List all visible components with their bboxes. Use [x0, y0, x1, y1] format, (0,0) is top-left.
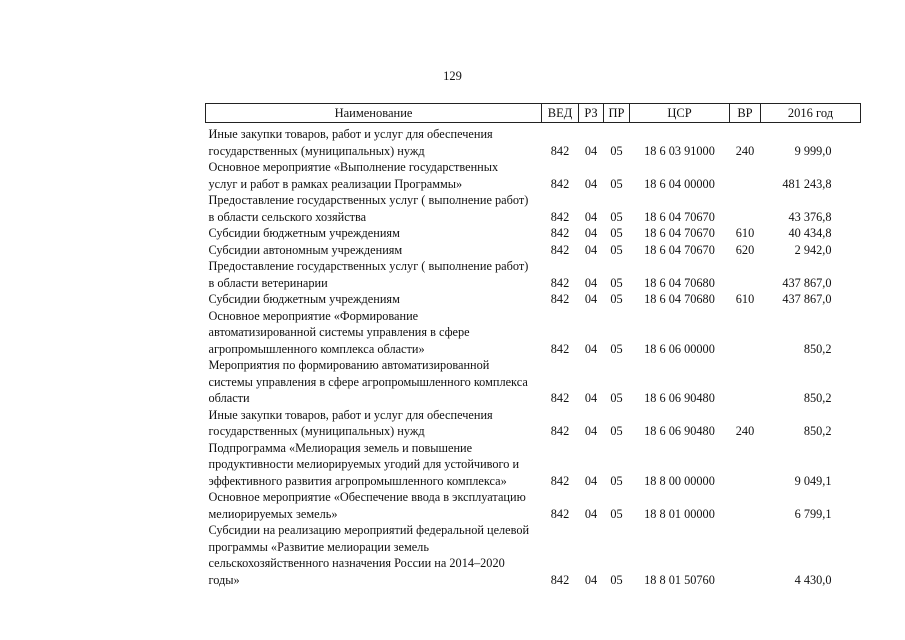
- row-rz-cell: 04: [584, 473, 598, 488]
- row-vr-cell: [730, 440, 761, 490]
- header-csr: ЦСР: [630, 104, 730, 123]
- row-name-line: Основное мероприятие «Выполнение государственных: [208, 160, 499, 174]
- table-row: [206, 407, 861, 440]
- row-name-line: в области сельского хозяйства: [208, 209, 367, 224]
- table-row: [206, 522, 861, 588]
- row-name-line: годы»: [208, 572, 240, 587]
- row-ved-cell: 842: [550, 242, 570, 257]
- row-vr-cell: [730, 258, 761, 291]
- row-name-line: Субсидии автономным учреждениям: [208, 242, 403, 257]
- row-pr-cell: 05: [610, 275, 623, 290]
- row-name-line: государственных (муниципальных) нужд: [208, 143, 425, 158]
- row-pr-cell: 05: [610, 143, 623, 158]
- row-name-line: сельскохозяйственного назначения России на 2014–2020: [208, 556, 505, 570]
- row-ved-cell: 842: [550, 292, 570, 306]
- row-amount-cell: 40 434,8: [788, 226, 832, 240]
- row-vr-cell: [730, 522, 761, 588]
- row-name-cell: [206, 225, 542, 242]
- header-name: Наименование: [206, 104, 542, 123]
- row-ved-cell: 842: [550, 275, 570, 290]
- row-name-line: агропромышленного комплекса области»: [208, 341, 425, 356]
- row-ved-cell: 842: [550, 209, 570, 224]
- row-pr-cell: 05: [610, 209, 623, 224]
- row-ved-cell: 842: [550, 143, 570, 158]
- table-row: [206, 308, 861, 358]
- row-name-line: программы «Развитие мелиорации земель: [208, 539, 429, 554]
- row-rz-cell: 04: [584, 226, 598, 240]
- row-csr-cell: 18 6 04 70670: [644, 242, 715, 257]
- row-name-line: автоматизированной системы управления в сфере: [208, 325, 470, 339]
- row-csr-cell: 18 6 04 70670: [644, 209, 715, 224]
- header-ved: ВЕД: [542, 104, 579, 123]
- row-amount-cell: 481 243,8: [782, 176, 832, 191]
- table-row: [206, 242, 861, 259]
- row-name-line: мелиорируемых земель»: [208, 506, 338, 521]
- row-rz-cell: 04: [584, 424, 598, 438]
- row-csr-cell: 18 6 04 70670: [644, 226, 715, 240]
- table-header-row: [206, 104, 861, 123]
- row-vr-cell: 610: [735, 226, 755, 240]
- row-name-cell: [206, 192, 542, 225]
- row-name-line: Субсидии бюджетным учреждениям: [208, 226, 400, 240]
- row-pr-cell: 05: [610, 572, 623, 587]
- row-csr-cell: 18 6 03 91000: [644, 143, 715, 158]
- header-amount: 2016 год: [761, 104, 861, 123]
- row-rz-cell: 04: [584, 292, 598, 306]
- row-ved-cell: 842: [550, 473, 570, 488]
- row-name-cell: [206, 407, 542, 440]
- row-vr-cell: [730, 489, 761, 522]
- row-ved-cell: 842: [550, 226, 570, 240]
- row-pr-cell: 05: [610, 506, 623, 521]
- row-vr-cell: [730, 159, 761, 192]
- table-row: [206, 489, 861, 522]
- row-amount-cell: 850,2: [803, 341, 832, 356]
- row-name-line: Предоставление государственных услуг ( выполнение работ): [208, 259, 529, 273]
- row-csr-cell: 18 8 00 00000: [644, 473, 715, 488]
- row-pr-cell: 05: [610, 341, 623, 356]
- row-csr-cell: 18 6 06 90480: [644, 424, 715, 438]
- row-csr-cell: 18 8 01 50760: [644, 572, 715, 587]
- row-pr-cell: 05: [610, 292, 623, 306]
- row-name-cell: [206, 126, 542, 159]
- table-row: [206, 159, 861, 192]
- row-vr-cell: [730, 192, 761, 225]
- row-rz-cell: 04: [584, 572, 598, 587]
- row-rz-cell: 04: [584, 242, 598, 257]
- row-csr-cell: 18 6 04 70680: [644, 292, 715, 306]
- row-name-line: в области ветеринарии: [208, 275, 328, 290]
- row-ved-cell: 842: [550, 341, 570, 356]
- row-name-line: системы управления в сфере агропромышленного комплекса: [208, 374, 528, 389]
- row-vr-cell: 610: [735, 292, 755, 306]
- row-name-cell: [206, 291, 542, 308]
- page-number: 129: [443, 69, 462, 83]
- row-pr-cell: 05: [610, 391, 623, 405]
- header-vr: ВР: [730, 104, 761, 123]
- row-ved-cell: 842: [550, 424, 570, 438]
- row-name-line: Мероприятия по формированию автоматизированной: [208, 358, 490, 372]
- row-name-line: Субсидии на реализацию мероприятий федеральной целевой: [208, 523, 530, 537]
- row-name-cell: [206, 489, 542, 522]
- row-pr-cell: 05: [610, 226, 623, 240]
- row-csr-cell: 18 6 06 00000: [644, 341, 715, 356]
- row-amount-cell: 437 867,0: [782, 275, 832, 290]
- row-rz-cell: 04: [584, 341, 598, 356]
- row-name-line: Подпрограмма «Мелиорация земель и повышение: [208, 440, 473, 455]
- header-rz: РЗ: [579, 104, 604, 123]
- row-vr-cell: [730, 357, 761, 407]
- row-rz-cell: 04: [584, 143, 598, 158]
- row-name-line: Иные закупки товаров, работ и услуг для обеспечения: [208, 127, 493, 141]
- row-pr-cell: 05: [610, 473, 623, 488]
- row-name-cell: [206, 242, 542, 259]
- row-amount-cell: 4 430,0: [794, 572, 832, 587]
- row-amount-cell: 43 376,8: [788, 209, 832, 224]
- row-ved-cell: 842: [550, 572, 570, 587]
- row-name-line: Предоставление государственных услуг ( выполнение работ): [208, 193, 529, 207]
- row-rz-cell: 04: [584, 209, 598, 224]
- row-name-line: государственных (муниципальных) нужд: [208, 424, 425, 438]
- row-rz-cell: 04: [584, 506, 598, 521]
- table-row: [206, 291, 861, 308]
- table-row: [206, 225, 861, 242]
- table-body: [206, 123, 861, 589]
- table-row: [206, 440, 861, 490]
- row-vr-cell: [730, 308, 761, 358]
- row-rz-cell: 04: [584, 275, 598, 290]
- table-row: [206, 126, 861, 159]
- row-ved-cell: 842: [550, 391, 570, 405]
- row-name-line: Субсидии бюджетным учреждениям: [208, 292, 400, 306]
- row-csr-cell: 18 8 01 00000: [644, 506, 715, 521]
- row-name-line: Основное мероприятие «Формирование: [208, 308, 419, 323]
- row-amount-cell: 2 942,0: [794, 242, 832, 257]
- row-pr-cell: 05: [610, 176, 623, 191]
- row-ved-cell: 842: [550, 176, 570, 191]
- row-name-cell: [206, 258, 542, 291]
- row-name-cell: [206, 522, 542, 588]
- row-pr-cell: 05: [610, 424, 623, 438]
- row-amount-cell: 850,2: [803, 391, 832, 405]
- header-pr: ПР: [604, 104, 630, 123]
- row-name-line: Иные закупки товаров, работ и услуг для обеспечения: [208, 407, 493, 422]
- budget-table: [205, 103, 861, 588]
- row-name-cell: [206, 440, 542, 490]
- row-csr-cell: 18 6 04 00000: [644, 176, 715, 191]
- row-name-line: области: [208, 391, 250, 405]
- row-rz-cell: 04: [584, 391, 598, 405]
- table-row: [206, 192, 861, 225]
- row-name-line: Основное мероприятие «Обеспечение ввода в эксплуатацию: [208, 490, 526, 504]
- table-row: [206, 357, 861, 407]
- table-row: [206, 258, 861, 291]
- row-ved-cell: 842: [550, 506, 570, 521]
- row-name-line: продуктивности мелиорируемых угодий для устойчивого и: [208, 457, 520, 471]
- row-pr-cell: 05: [610, 242, 623, 257]
- row-vr-cell: 240: [735, 143, 755, 158]
- row-vr-cell: 240: [735, 424, 755, 438]
- row-amount-cell: 850,2: [803, 424, 832, 438]
- row-amount-cell: 437 867,0: [782, 292, 832, 306]
- row-vr-cell: 620: [735, 242, 755, 257]
- row-csr-cell: 18 6 06 90480: [644, 391, 715, 405]
- row-name-cell: [206, 308, 542, 358]
- row-name-line: услуг и работ в рамках реализации Программы»: [208, 176, 463, 191]
- row-rz-cell: 04: [584, 176, 598, 191]
- row-name-cell: [206, 357, 542, 407]
- row-csr-cell: 18 6 04 70680: [644, 275, 715, 290]
- row-amount-cell: 9 049,1: [794, 473, 832, 488]
- row-amount-cell: 6 799,1: [794, 506, 832, 521]
- row-name-cell: [206, 159, 542, 192]
- row-amount-cell: 9 999,0: [794, 143, 832, 158]
- row-name-line: эффективного развития агропромышленного комплекса»: [208, 473, 507, 488]
